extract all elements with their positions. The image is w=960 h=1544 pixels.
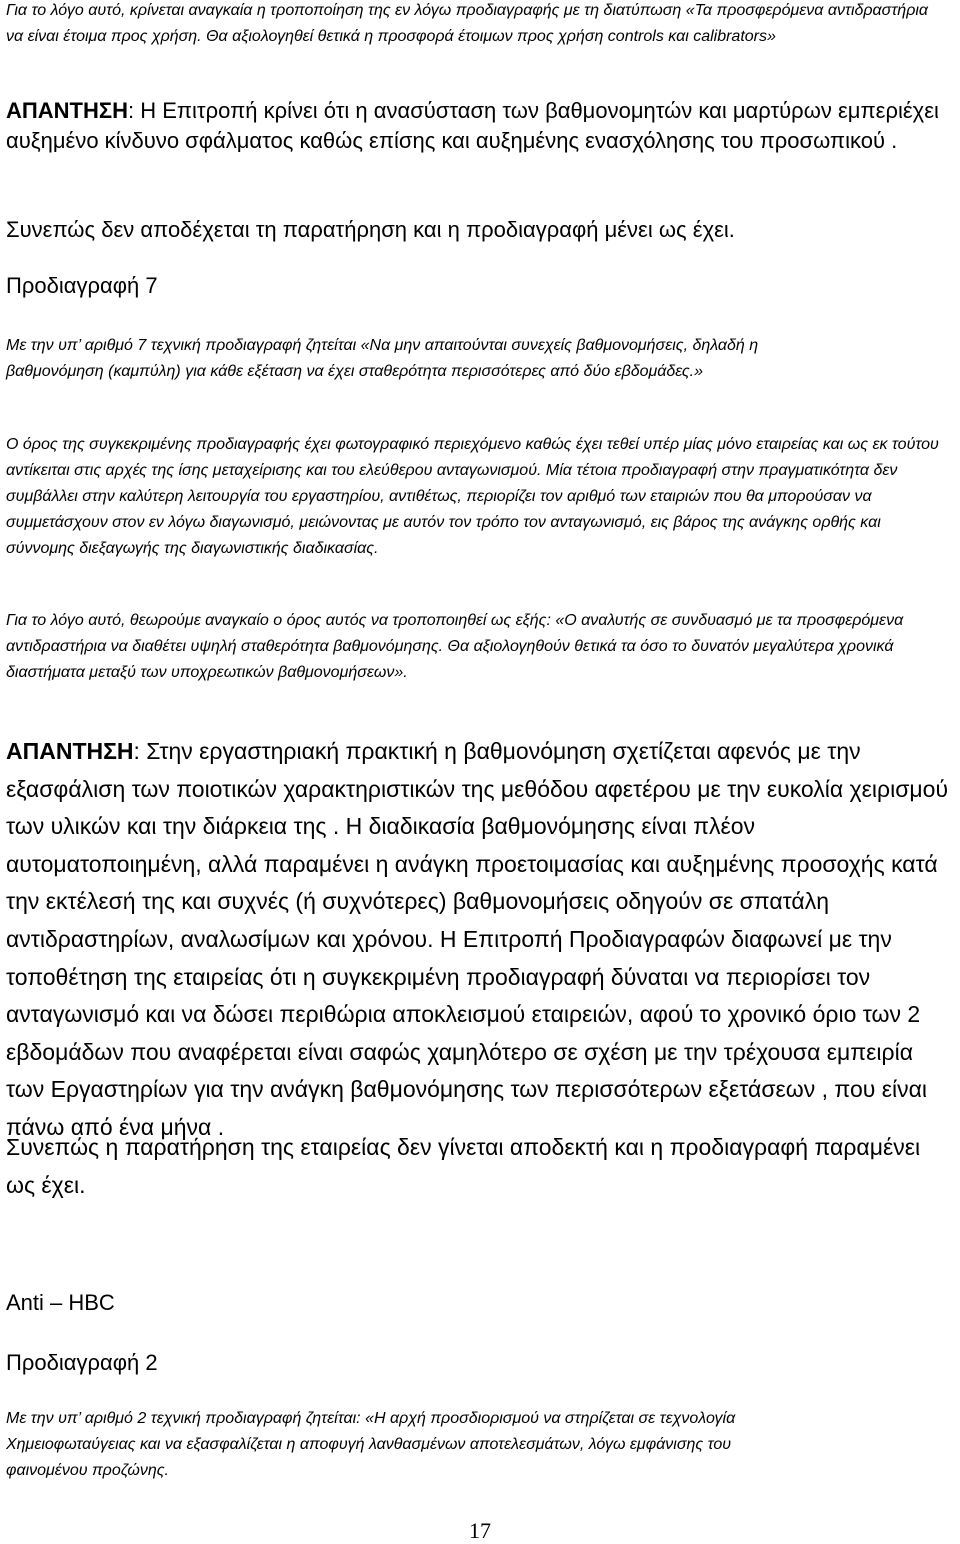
- section-heading: Anti – HBC: [6, 1290, 115, 1315]
- conclusion-paragraph-1: Συνεπώς δεν αποδέχεται τη παρατήρηση και η προδιαγραφή μένει ως έχει.: [6, 217, 735, 242]
- spec7-objection: Ο όρος της συγκεκριμένης προδιαγραφής έχει φωτογραφικό περιεχόμενο καθώς έχει τεθεί υπέρ μίας μόνο εταιρείας και ως εκ τούτου αντίκειται στις αρχές της ίσης μεταχείρισης και του ελεύθερου ανταγωνισμού. Μία τέτοια προδιαγραφή στην πραγματικότητα δεν συμβάλλει στην καλύτερη λειτουργία του εργαστηρίου, αντιθέτως, περιορίζει τον αριθμό των εταιριών που θα μπορούσαν να συμμετάσχουν στον εν λόγω διαγωνισμό, μειώνοντας με αυτόν τον τρόπο τον ανταγωνισμό, εις βάρος της ανάγκης ορθής και σύννομης διεξαγωγής της διαγωνιστικής διαδικασίας.: [6, 436, 939, 557]
- objection-paragraph-1: Για το λόγο αυτό, κρίνεται αναγκαία η τροποποίηση της εν λόγω προδιαγραφής με τη διατύπωση «Τα προσφερόμενα αντιδραστήρια να είναι έτοιμα προς χρήση. Θα αξιολογηθεί θετικά η προσφορά έτοιμων προς χρήση controls και calibrators»: [6, 2, 929, 45]
- spec7-quote: Με την υπ’ αριθμό 7 τεχνική προδιαγραφή ζητείται «Να μην απαιτούνται συνεχείς βαθμονομήσεις, δηλαδή η βαθμονόμηση (καμπύλη) για κάθε εξέταση να έχει σταθερότητα περισσότερες από δύο εβδομάδες.»: [6, 337, 759, 380]
- spec7-proposal: Για το λόγο αυτό, θεωρούμε αναγκαίο ο όρος αυτός να τροποποιηθεί ως εξής: «Ο αναλυτής σε συνδυασμό με τα προσφερόμενα αντιδραστήρια να διαθέτει υψηλή σταθερότητα βαθμονόμησης. Θα αξιολογηθούν θετικά τα όσο το δυνατόν μεγαλύτερα χρονικά διαστήματα μεταξύ των υποχρεωτικών βαθμονομήσεων».: [6, 612, 904, 681]
- spec2-heading: Προδιαγραφή 2: [6, 1350, 158, 1375]
- answer-label: ΑΠΑΝΤΗΣΗ: [6, 98, 128, 123]
- page-number: 17: [469, 1518, 491, 1543]
- answer-paragraph-2: [6, 733, 954, 1147]
- spec2-quote: Με την υπ’ αριθμό 2 τεχνική προδιαγραφή ζητείται: «Η αρχή προσδιορισμού να στηρίζεται σε τεχνολογία Χημειοφωταύγειας και να εξασφαλίζεται η αποφυγή λανθασμένων αποτελεσμάτων, λόγω εμφάνισης του φαινομένου προζώνης.: [6, 1410, 736, 1479]
- answer-paragraph-1: [6, 96, 956, 156]
- answer-text: : Στην εργαστηριακή πρακτική η βαθμονόμηση σχετίζεται αφενός με την εξασφάλιση των ποιοτικών χαρακτηριστικών της μεθόδου αφετέρου με την ευκολία χειρισμού των υλικών και την διάρκεια της . Η διαδικασία βαθμονόμησης είναι πλέον αυτοματοποιημένη, αλλά παραμένει η ανάγκη προετοιμασίας και αυξημένης προσοχής κατά την εκτέλεσή της και συχνές (ή συχνότερες) βαθμονομήσεις οδηγούν σε σπατάλη αντιδραστηρίων, αναλωσίμων και χρόνου. Η Επιτροπή Προδιαγραφών διαφωνεί με την τοποθέτηση της εταιρείας ότι η συγκεκριμένη προδιαγραφή δύναται να περιορίσει τον ανταγωνισμό και να δώσει περιθώρια αποκλεισμού εταιρειών, αφού το χρονικό όριο των 2 εβδομάδων που αναφέρεται είναι σαφώς χαμηλότερο σε σχέση με την τρέχουσα εμπειρία των Εργαστηρίων για την ανάγκη βαθμονόμησης των περισσότερων εξετάσεων , που είναι πάνω από ένα μήνα .: [6, 738, 949, 1140]
- answer-label: ΑΠΑΝΤΗΣΗ: [6, 738, 134, 764]
- spec7-heading: Προδιαγραφή 7: [6, 273, 158, 298]
- conclusion-paragraph-2: Συνεπώς η παρατήρηση της εταιρείας δεν γίνεται αποδεκτή και η προδιαγραφή παραμένει ως έχει.: [6, 1134, 921, 1198]
- answer-text: : Η Επιτροπή κρίνει ότι η ανασύσταση των βαθμονομητών και μαρτύρων εμπεριέχει αυξημένο κίνδυνο σφάλματος καθώς επίσης και αυξημένης ενασχόλησης του προσωπικού .: [6, 98, 939, 153]
